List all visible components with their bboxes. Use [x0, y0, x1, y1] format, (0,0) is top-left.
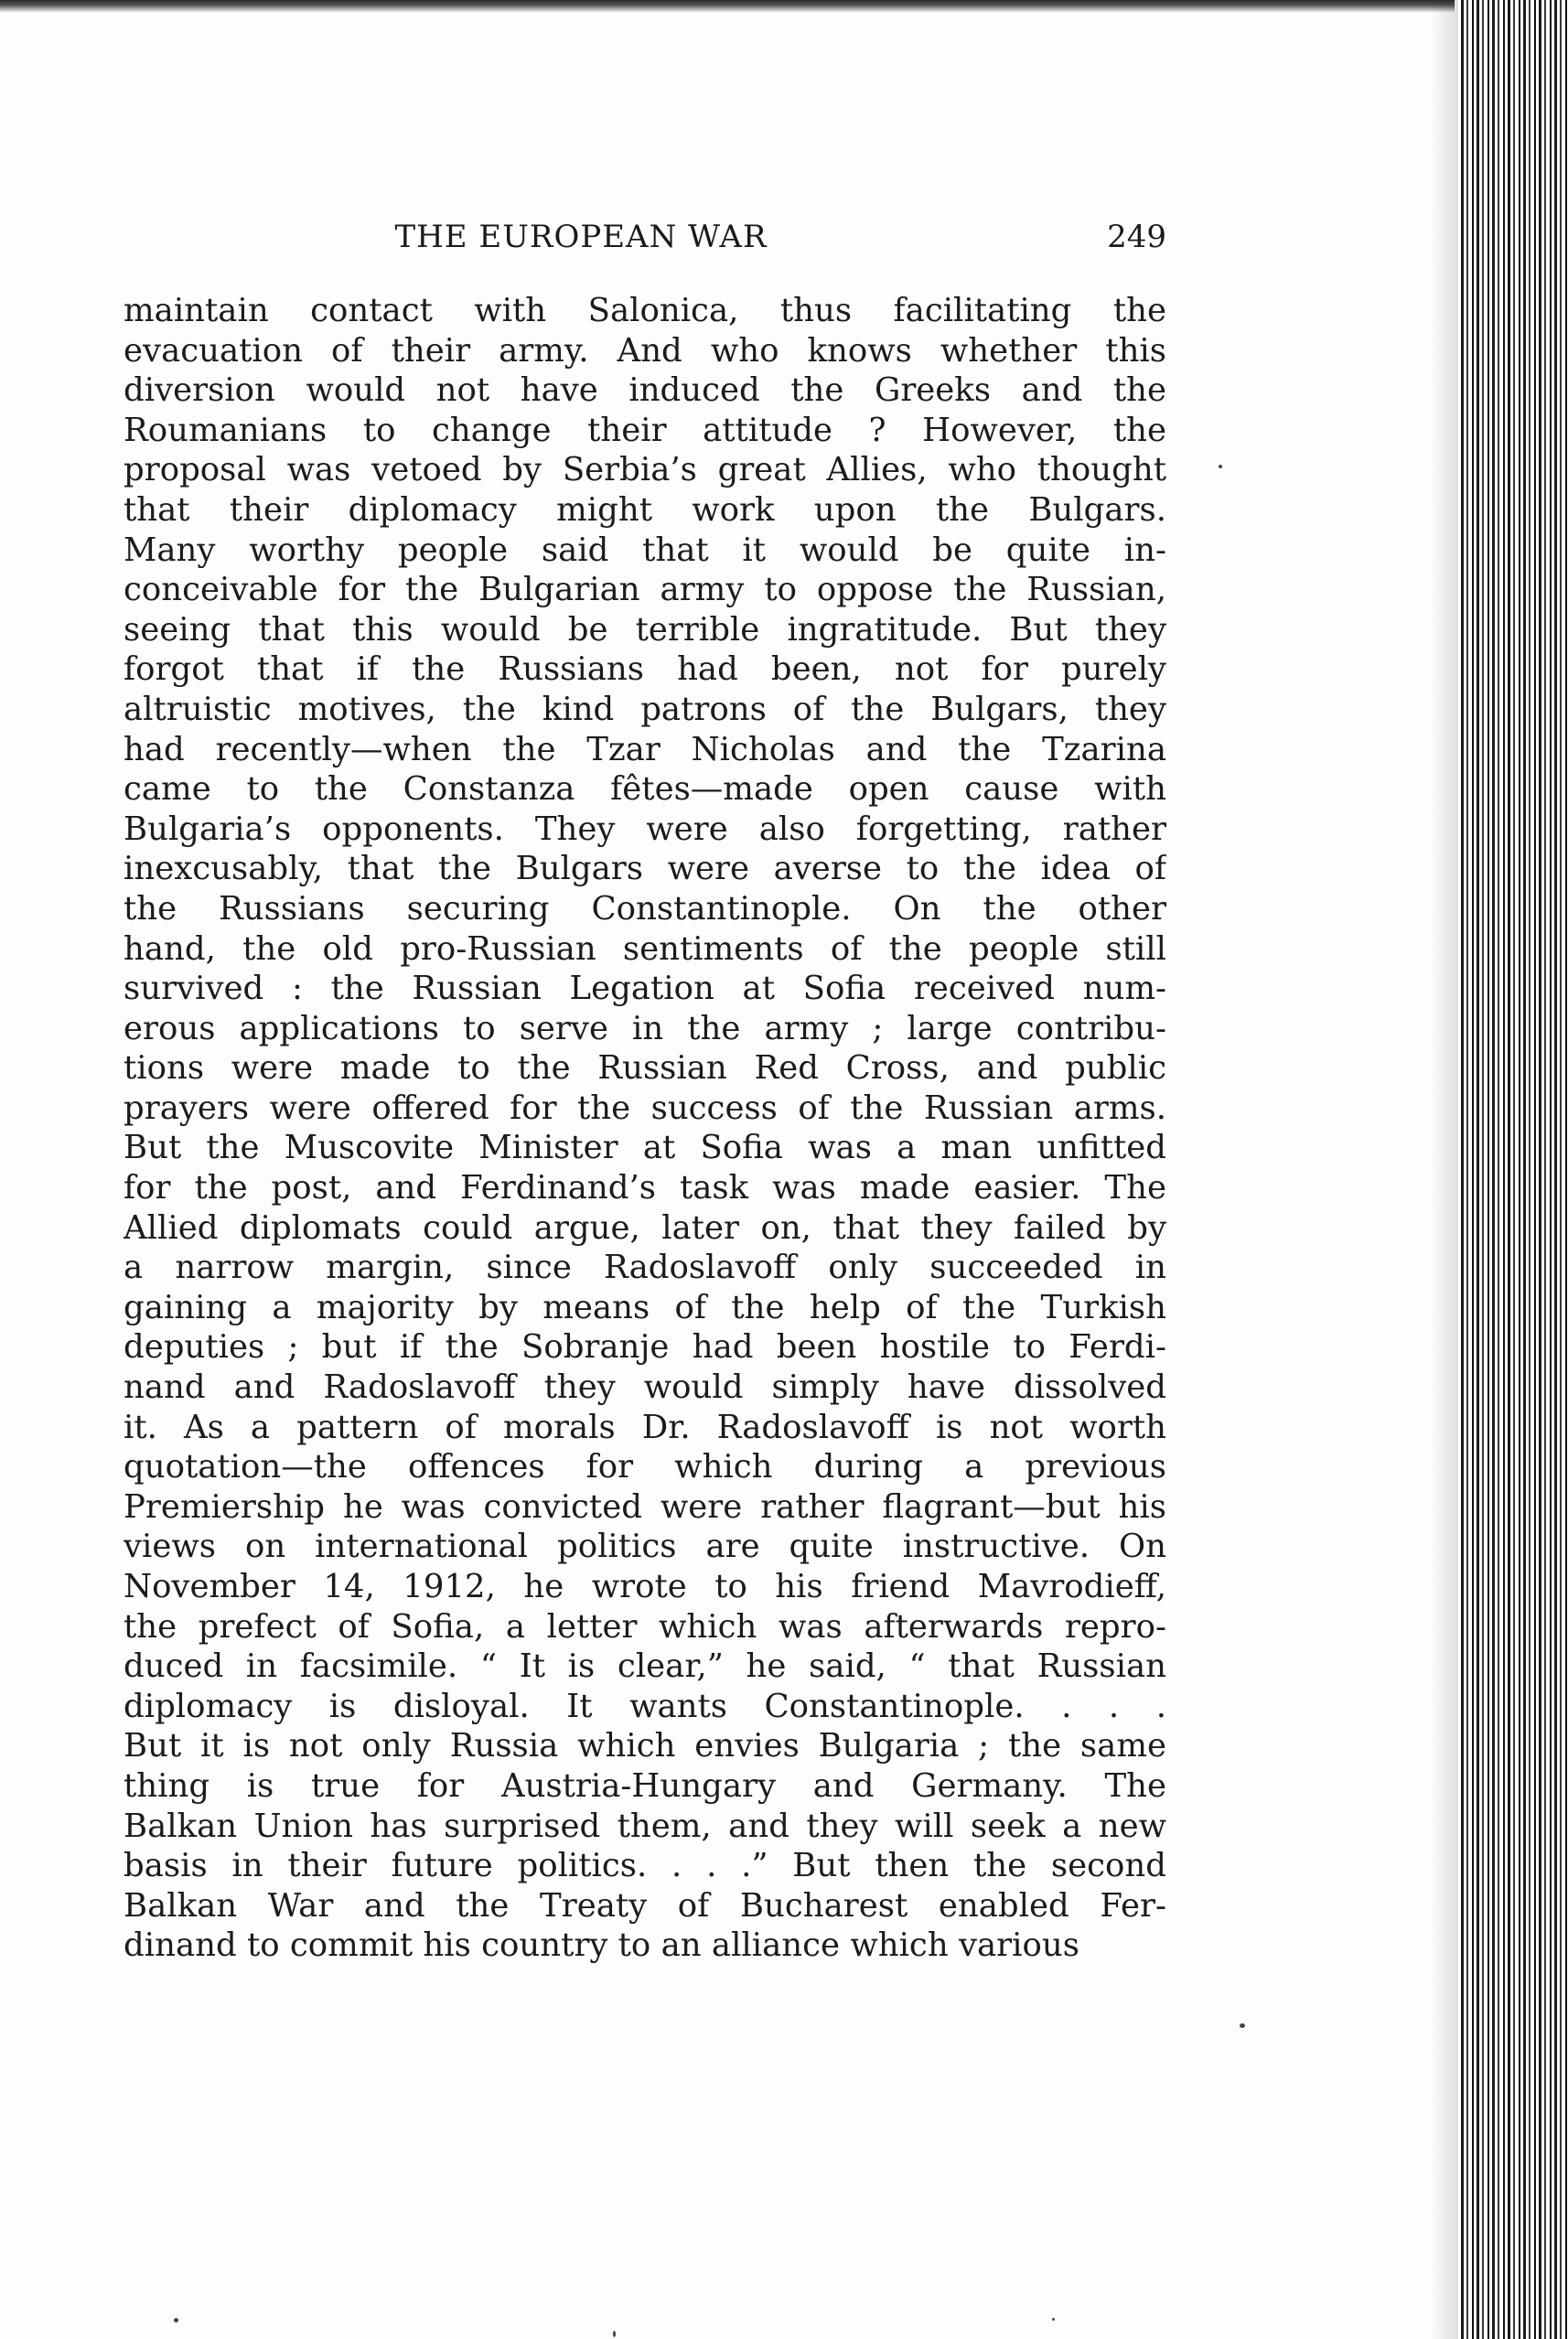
text-line: But it is not only Russia which envies Bulgaria ; the same: [124, 1727, 1166, 1765]
text-line: evacuation of their army. And who knows whether this: [124, 331, 1166, 370]
text-line: Roumanians to change their attitude ? However, the: [124, 411, 1166, 449]
text-line: that their diplomacy might work upon the Bulgars.: [124, 490, 1166, 529]
running-head: [124, 216, 1166, 258]
text-line: had recently—when the Tzar Nicholas and the Tzarina: [124, 730, 1166, 768]
text-line: tions were made to the Russian Red Cross, and public: [124, 1049, 1166, 1088]
text-line: seeing that this would be terrible ingratitude. But they: [124, 610, 1166, 649]
text-line: Allied diplomats could argue, later on, that they failed by: [124, 1208, 1166, 1247]
text-line: duced in facsimile. “ It is clear,” he said, “ that Russian: [124, 1647, 1166, 1686]
text-line: November 14, 1912, he wrote to his friend Mavrodieff,: [124, 1568, 1166, 1605]
text-line: erous applications to serve in the army ; large contribu-: [124, 1009, 1166, 1047]
text-line: proposal was vetoed by Serbia’s great Allies, who thought: [124, 451, 1166, 489]
text-line: dinand to commit his country to an alliance which various: [124, 1926, 1079, 1965]
text-line: thing is true for Austria-Hungary and Germany. The: [124, 1766, 1166, 1805]
text-line: inexcusably, that the Bulgars were averse to the idea of: [124, 850, 1166, 888]
text-line: the Russians securing Constantinople. On the other: [124, 889, 1166, 928]
text-line: nand and Radoslavoff they would simply have dissolved: [124, 1368, 1166, 1407]
text-line: But the Muscovite Minister at Sofia was a man unfitted: [124, 1129, 1166, 1167]
page-number: 249: [1107, 219, 1166, 255]
text-line: Balkan War and the Treaty of Bucharest enabled Fer-: [124, 1886, 1166, 1925]
text-line: Many worthy people said that it would be quite in-: [124, 531, 1166, 569]
text-line: basis in their future politics. . . .” But then the second: [124, 1847, 1166, 1885]
scan-speck: [613, 2331, 616, 2337]
binding-shadow: [1431, 0, 1458, 2339]
scan-speck: [1219, 465, 1222, 468]
text-line: quotation—the offences for which during a previous: [124, 1448, 1166, 1486]
text-line: Balkan Union has surprised them, and they will seek a new: [124, 1807, 1166, 1845]
scan-top-shadow: [0, 0, 1455, 13]
text-line: conceivable for the Bulgarian army to oppose the Russian,: [124, 571, 1166, 609]
text-line: altruistic motives, the kind patrons of the Bulgars, they: [124, 690, 1166, 728]
text-line: gaining a majority by means of the help of the Turkish: [124, 1288, 1166, 1326]
text-line: diversion would not have induced the Greeks and the: [124, 371, 1166, 410]
text-line: forgot that if the Russians had been, not for purely: [124, 650, 1166, 689]
text-line: Bulgaria’s opponents. They were also forgetting, rather: [124, 810, 1166, 848]
text-line: views on international politics are quite instructive. On: [124, 1528, 1166, 1566]
scan-speck: [1052, 2318, 1055, 2321]
running-title: THE EUROPEAN WAR: [394, 219, 768, 255]
text-line: a narrow margin, since Radoslavoff only succeeded in: [124, 1249, 1166, 1287]
text-line: for the post, and Ferdinand’s task was made easier. The: [124, 1169, 1166, 1207]
text-line: came to the Constanza fêtes—made open cause with: [124, 770, 1166, 809]
text-line: the prefect of Sofia, a letter which was afterwards repro-: [124, 1607, 1166, 1646]
scan-speck: [174, 2318, 178, 2323]
text-line: hand, the old pro-Russian sentiments of the people still: [124, 929, 1166, 968]
text-line: deputies ; but if the Sobranje had been hostile to Ferdi-: [124, 1328, 1166, 1367]
text-line: Premiership he was convicted were rather flagrant—but his: [124, 1487, 1166, 1526]
text-line: prayers were offered for the success of the Russian arms.: [124, 1089, 1166, 1127]
page-edge-stack: [1458, 0, 1568, 2339]
body-text: [124, 291, 1166, 1966]
text-line: it. As a pattern of morals Dr. Radoslavoff is not worth: [124, 1408, 1166, 1446]
scan-speck: [1240, 2023, 1245, 2028]
text-line: survived : the Russian Legation at Sofia received num-: [124, 970, 1166, 1008]
text-line: diplomacy is disloyal. It wants Constantinople. . . .: [124, 1687, 1166, 1725]
text-line: maintain contact with Salonica, thus facilitating the: [124, 292, 1166, 329]
